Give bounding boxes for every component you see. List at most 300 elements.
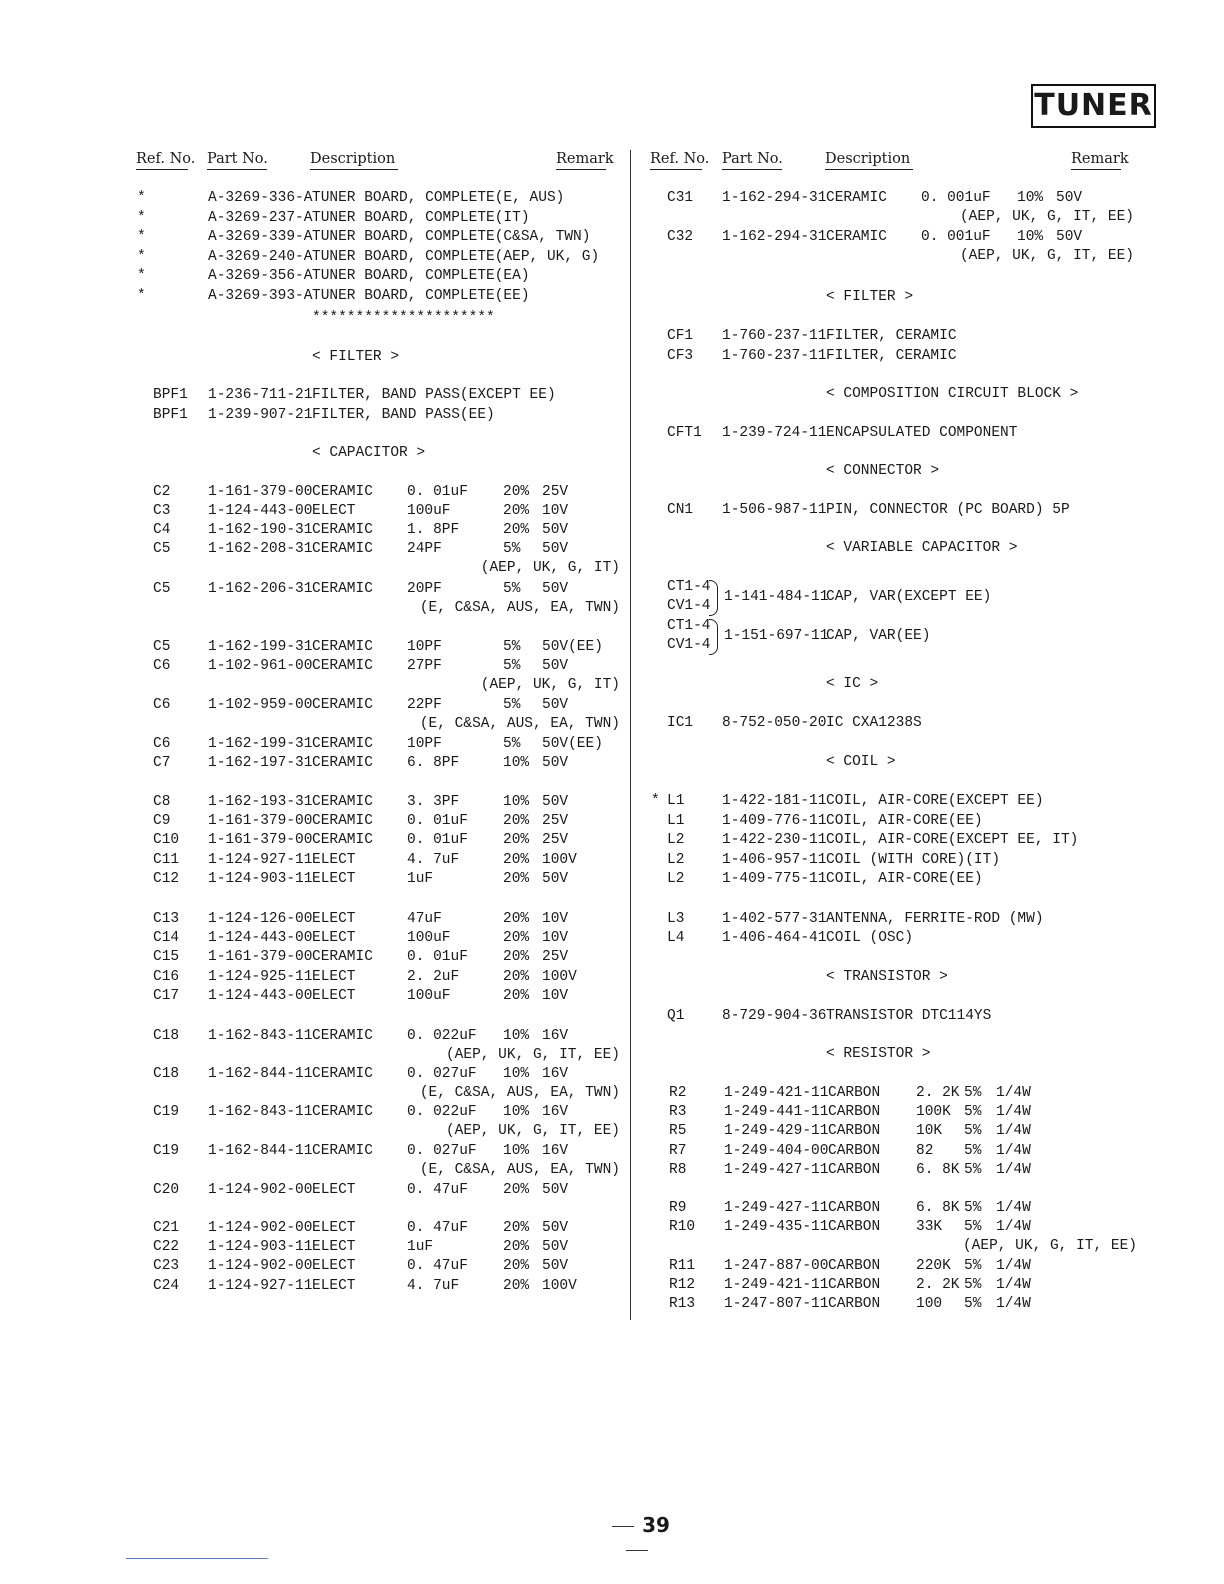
section-composition-circuit-block: < COMPOSITION CIRCUIT BLOCK > [826,386,1079,402]
ref-number: C5 [153,541,171,557]
part-number: 1-162-206-31 [208,581,313,597]
component-value: 100uF [407,503,451,519]
component-value: 3. 3PF [407,794,460,810]
ref-number: C19 [153,1143,180,1159]
tolerance: 5% [503,639,521,655]
brace-icon [709,619,718,655]
tolerance: 5% [503,658,521,674]
column-divider [630,150,631,1320]
ref-number: C24 [153,1278,180,1294]
tolerance: 10% [1017,229,1044,245]
ref-number: L1 [667,813,685,829]
part-number: 1-124-902-00 [208,1220,313,1236]
ref-number: Q1 [667,1008,685,1024]
tolerance: 10% [503,1066,530,1082]
part-number: 1-406-464-41 [722,930,827,946]
component-value: 24PF [407,541,442,557]
component-value: 0. 47uF [407,1220,468,1236]
tolerance: 20% [503,832,530,848]
component-type: CERAMIC [312,813,373,829]
component-type: CERAMIC [312,522,373,538]
part-number: A-3269-336-A [208,190,313,206]
ref-number: IC1 [667,715,694,731]
part-number: 1-162-294-31 [722,190,827,206]
tolerance: 20% [503,949,530,965]
page-number [594,1513,680,1561]
voltage: 50V [542,871,569,887]
component-value: 10PF [407,736,442,752]
ref-number: C18 [153,1066,180,1082]
wattage: 1/4W [996,1219,1031,1235]
page-number-dash-right [626,1550,648,1551]
ref-number: C13 [153,911,180,927]
part-number: 1-162-193-31 [208,794,313,810]
header-part-left: Part No. [207,150,267,170]
wattage: 1/4W [996,1200,1031,1216]
voltage: 50V [542,755,569,771]
description: TUNER BOARD, COMPLETE(C&SA, TWN) [312,229,591,246]
tolerance: 5% [964,1104,982,1120]
part-number: 1-406-957-11 [722,852,827,868]
component-type: CARBON [828,1219,881,1235]
ref-number: R13 [669,1296,696,1312]
ref-number: C5 [153,581,171,597]
wattage: 1/4W [996,1162,1031,1178]
asterisk-mark: * [651,793,660,809]
section-variable-capacitor: < VARIABLE CAPACITOR > [826,540,1018,556]
tolerance: 5% [964,1258,982,1274]
asterisk-mark: * [137,268,146,285]
ref-number: R5 [669,1123,687,1139]
description: IC CXA1238S [826,715,922,731]
voltage: 16V [542,1104,569,1120]
part-number: 1-162-199-31 [208,736,313,752]
region-note: (E, C&SA, AUS, EA, TWN) [419,600,620,616]
part-number: 1-402-577-31 [722,911,827,927]
section-filter-left: < FILTER > [312,349,400,365]
voltage: 50V [1056,229,1083,245]
part-number: 1-124-925-11 [208,969,313,985]
ref-number: R11 [669,1258,696,1274]
region-note: (AEP, UK, G, IT, EE) [962,1238,1137,1254]
ref-number: CT1-4 [667,618,711,634]
description: ANTENNA, FERRITE-ROD (MW) [826,911,1044,927]
part-number: 1-162-844-11 [208,1066,313,1082]
tolerance: 5% [503,581,521,597]
component-value: 1uF [407,1239,434,1255]
ref-number: R10 [669,1219,696,1235]
component-type: CERAMIC [312,581,373,597]
component-value: 100uF [407,930,451,946]
wattage: 1/4W [996,1143,1031,1159]
header-ref-right: Ref. No. [650,150,702,170]
ref-number: R12 [669,1277,696,1293]
component-value: 0. 001uF [921,190,991,206]
tolerance: 5% [964,1162,982,1178]
ref-number: C12 [153,871,180,887]
voltage: 10V [542,930,569,946]
part-number: 1-422-230-11 [722,832,827,848]
component-type: CARBON [828,1258,881,1274]
part-number: 8-752-050-20 [722,715,827,731]
ref-number: C23 [153,1258,180,1274]
part-number: 1-249-421-11 [724,1085,829,1101]
ref-number: L2 [667,871,685,887]
ref-number: L1 [667,793,685,809]
component-value: 0. 47uF [407,1258,468,1274]
description: CAP, VAR(EE) [826,628,931,644]
voltage: 100V [542,1278,577,1294]
tolerance: 5% [964,1277,982,1293]
component-value: 4. 7uF [407,1278,460,1294]
ref-number: R2 [669,1085,687,1101]
part-number: 1-760-237-11 [722,347,827,364]
header-desc-right: Description [825,150,913,170]
voltage: 50V [542,658,569,674]
tolerance: 5% [503,541,521,557]
component-value: 10K [916,1123,943,1139]
part-number: A-3269-240-A [208,248,313,265]
part-number: 1-102-961-00 [208,658,313,674]
component-value: 6. 8PF [407,755,460,771]
description: FILTER, CERAMIC [826,347,957,364]
part-number: 1-161-379-00 [208,832,313,848]
part-number: 1-162-294-31 [722,229,827,245]
tolerance: 20% [503,852,530,868]
part-number: 1-124-903-11 [208,871,313,887]
ref-number: C2 [153,484,171,500]
tolerance: 10% [503,1104,530,1120]
region-note: (AEP, UK, G, IT, EE) [959,248,1134,264]
tolerance: 20% [503,1182,530,1198]
voltage: 50V [542,1258,569,1274]
part-number: 1-249-427-11 [724,1162,829,1178]
voltage: 50V [542,522,569,538]
voltage: 10V [542,911,569,927]
ref-number: C6 [153,658,171,674]
ref-number: R8 [669,1162,687,1178]
region-note: (AEP, UK, G, IT, EE) [445,1123,620,1139]
tolerance: 5% [503,697,521,713]
component-type: CERAMIC [312,1066,373,1082]
ref-number: C7 [153,755,171,771]
component-type: CARBON [828,1085,881,1101]
part-number: 1-102-959-00 [208,697,313,713]
part-number: 1-249-435-11 [724,1219,829,1235]
tolerance: 5% [964,1219,982,1235]
ref-number: L2 [667,832,685,848]
part-number: 1-162-199-31 [208,639,313,655]
ref-number: L4 [667,930,685,946]
voltage: 100V [542,852,577,868]
voltage: 50V [542,1239,569,1255]
ref-number: R9 [669,1200,687,1216]
ref-number: C17 [153,988,180,1004]
wattage: 1/4W [996,1104,1031,1120]
description: COIL, AIR-CORE(EE) [826,813,983,829]
component-type: CERAMIC [312,1104,373,1120]
component-value: 0. 01uF [407,813,468,829]
part-number: 1-124-902-00 [208,1258,313,1274]
part-number: 1-506-987-11 [722,502,827,518]
tolerance: 20% [503,1220,530,1236]
ref-number: L2 [667,852,685,868]
part-number: 1-162-843-11 [208,1104,313,1120]
tolerance: 10% [503,755,530,771]
description: PIN, CONNECTOR (PC BOARD) 5P [826,502,1070,518]
part-number: 1-249-404-00 [724,1143,829,1159]
component-value: 0. 01uF [407,949,468,965]
description: COIL, AIR-CORE(EXCEPT EE, IT) [826,832,1079,848]
voltage: 25V [542,949,569,965]
ref-number: CV1-4 [667,598,711,614]
description: TRANSISTOR DTC114YS [826,1008,992,1024]
tolerance: 5% [964,1200,982,1216]
section-coil: < COIL > [826,754,896,770]
component-type: CARBON [828,1277,881,1293]
part-number: 1-124-903-11 [208,1239,313,1255]
voltage: 50V [542,1220,569,1236]
component-type: ELECT [312,1278,356,1294]
component-value: 47uF [407,911,442,927]
component-value: 4. 7uF [407,852,460,868]
ref-number: L3 [667,911,685,927]
ref-number: C4 [153,522,171,538]
ref-number: R3 [669,1104,687,1120]
component-value: 6. 8K [916,1200,960,1216]
description: TUNER BOARD, COMPLETE(EA) [312,268,530,285]
component-type: ELECT [312,852,356,868]
part-number: 1-124-927-11 [208,852,313,868]
wattage: 1/4W [996,1085,1031,1101]
ref-number: C9 [153,813,171,829]
voltage: 16V [542,1066,569,1082]
ref-number: C20 [153,1182,180,1198]
component-type: ELECT [312,503,356,519]
component-type: CERAMIC [312,484,373,500]
component-type: CERAMIC [312,794,373,810]
part-number: 1-409-776-11 [722,813,827,829]
header-ref-left: Ref. No. [136,150,188,170]
part-number: 1-239-907-21 [208,406,313,423]
part-number: 1-760-237-11 [722,328,827,344]
tolerance: 10% [503,1143,530,1159]
voltage: 50V [542,541,569,557]
description: TUNER BOARD, COMPLETE(E, AUS) [312,190,565,206]
component-type: CERAMIC [826,190,887,206]
region-note: (AEP, UK, G, IT) [480,677,620,693]
ref-number: C19 [153,1104,180,1120]
part-number: 1-141-484-11 [724,589,829,605]
component-value: 0. 47uF [407,1182,468,1198]
ref-number: C21 [153,1220,180,1236]
region-note: (E, C&SA, AUS, EA, TWN) [419,716,620,732]
component-type: CERAMIC [312,832,373,848]
component-value: 0. 01uF [407,832,468,848]
ref-number: C3 [153,503,171,519]
voltage: 50V [542,581,569,597]
ref-number: CF1 [667,328,694,344]
component-value: 220K [916,1258,951,1274]
component-type: ELECT [312,969,356,985]
header-part-right: Part No. [722,150,782,170]
part-number: 1-161-379-00 [208,484,313,500]
component-type: CARBON [828,1296,881,1312]
component-value: 27PF [407,658,442,674]
part-number: 8-729-904-36 [722,1008,827,1024]
description: COIL (OSC) [826,930,914,946]
page-number-dash-left [612,1526,634,1527]
component-type: CARBON [828,1123,881,1139]
ref-number: BPF1 [153,387,188,403]
component-type: CERAMIC [312,697,373,713]
ref-number: C18 [153,1028,180,1044]
region-note: (AEP, UK, G, IT) [480,560,620,576]
component-value: 100uF [407,988,451,1004]
part-number: 1-162-843-11 [208,1028,313,1044]
ref-number: C14 [153,930,180,946]
voltage: 50V [542,1182,569,1198]
part-number: 1-249-427-11 [724,1200,829,1216]
tolerance: 5% [503,736,521,752]
section-ic: < IC > [826,676,879,692]
description: COIL (WITH CORE)(IT) [826,852,1001,868]
part-number: 1-161-379-00 [208,949,313,965]
tolerance: 10% [1017,190,1044,206]
part-number: 1-124-443-00 [208,503,313,519]
part-number: 1-124-902-00 [208,1182,313,1198]
tolerance: 5% [964,1143,982,1159]
component-value: 2. 2K [916,1085,960,1101]
voltage: 25V [542,813,569,829]
ref-number: BPF1 [153,406,188,423]
component-value: 0. 01uF [407,484,468,500]
component-value: 20PF [407,581,442,597]
voltage: 25V [542,832,569,848]
voltage: 50V [542,697,569,713]
voltage: 16V [542,1143,569,1159]
part-number: 1-151-697-11 [724,628,829,644]
component-type: CARBON [828,1162,881,1178]
component-type: ELECT [312,911,356,927]
asterisk-divider: ********************* [312,310,495,326]
description: TUNER BOARD, COMPLETE(AEP, UK, G) [312,248,600,265]
part-number: 1-124-927-11 [208,1278,313,1294]
component-value: 2. 2K [916,1277,960,1293]
description: FILTER, BAND PASS(EXCEPT EE) [312,387,556,403]
part-number: 1-162-844-11 [208,1143,313,1159]
component-type: CARBON [828,1143,881,1159]
part-number: 1-236-711-21 [208,387,313,403]
part-number: 1-247-807-11 [724,1296,829,1312]
asterisk-mark: * [137,288,146,304]
voltage: 25V [542,484,569,500]
part-number: 1-124-443-00 [208,988,313,1004]
section-title: TUNER [1034,88,1153,123]
header-remark-right: Remark [1071,150,1121,170]
tolerance: 20% [503,969,530,985]
component-type: CERAMIC [312,541,373,557]
ref-number: C10 [153,832,180,848]
component-type: CERAMIC [312,755,373,771]
header-desc-left: Description [310,150,398,170]
component-value: 2. 2uF [407,969,460,985]
section-resistor: < RESISTOR > [826,1046,931,1062]
component-type: CERAMIC [312,1143,373,1159]
section-capacitor: < CAPACITOR > [312,445,426,461]
part-number: 1-162-197-31 [208,755,313,771]
voltage: 50V [542,794,569,810]
footer-rule [126,1558,268,1559]
component-type: CERAMIC [826,229,887,245]
component-type: ELECT [312,1239,356,1255]
description: COIL, AIR-CORE(EXCEPT EE) [826,793,1044,809]
part-number: 1-161-379-00 [208,813,313,829]
component-type: ELECT [312,871,356,887]
ref-number: C16 [153,969,180,985]
tolerance: 20% [503,930,530,946]
component-type: ELECT [312,1220,356,1236]
section-connector: < CONNECTOR > [826,463,940,479]
wattage: 1/4W [996,1277,1031,1293]
part-number: 1-239-724-11 [722,425,827,441]
component-type: ELECT [312,1258,356,1274]
wattage: 1/4W [996,1123,1031,1139]
tolerance: 5% [964,1123,982,1139]
voltage: 50V [1056,190,1083,206]
description: FILTER, BAND PASS(EE) [312,406,495,423]
part-number: 1-249-441-11 [724,1104,829,1120]
component-type: CERAMIC [312,658,373,674]
voltage: 16V [542,1028,569,1044]
component-value: 33K [916,1219,943,1235]
asterisk-mark: * [137,209,146,226]
ref-number: C5 [153,639,171,655]
ref-number: CV1-4 [667,637,711,653]
ref-number: C6 [153,736,171,752]
description: TUNER BOARD, COMPLETE(EE) [312,288,530,304]
section-title-box [1031,84,1156,128]
ref-number: C22 [153,1239,180,1255]
ref-number: CN1 [667,502,694,518]
part-number: 1-124-126-00 [208,911,313,927]
component-type: CERAMIC [312,639,373,655]
ref-number: C32 [667,229,694,245]
component-value: 100 [916,1296,943,1312]
ref-number: CFT1 [667,425,702,441]
part-number: 1-162-208-31 [208,541,313,557]
tolerance: 20% [503,1239,530,1255]
tolerance: 20% [503,911,530,927]
wattage: 1/4W [996,1258,1031,1274]
description: ENCAPSULATED COMPONENT [826,425,1018,441]
description: CAP, VAR(EXCEPT EE) [826,589,992,605]
region-note: (AEP, UK, G, IT, EE) [445,1047,620,1063]
voltage: 50V(EE) [542,736,603,752]
tolerance: 20% [503,871,530,887]
tolerance: 20% [503,813,530,829]
wattage: 1/4W [996,1296,1031,1312]
tolerance: 20% [503,1278,530,1294]
ref-number: C6 [153,697,171,713]
part-number: 1-249-429-11 [724,1123,829,1139]
ref-number: CT1-4 [667,579,711,595]
component-value: 100K [916,1104,951,1120]
component-type: CERAMIC [312,949,373,965]
ref-number: CF3 [667,347,694,364]
component-value: 22PF [407,697,442,713]
voltage: 10V [542,503,569,519]
